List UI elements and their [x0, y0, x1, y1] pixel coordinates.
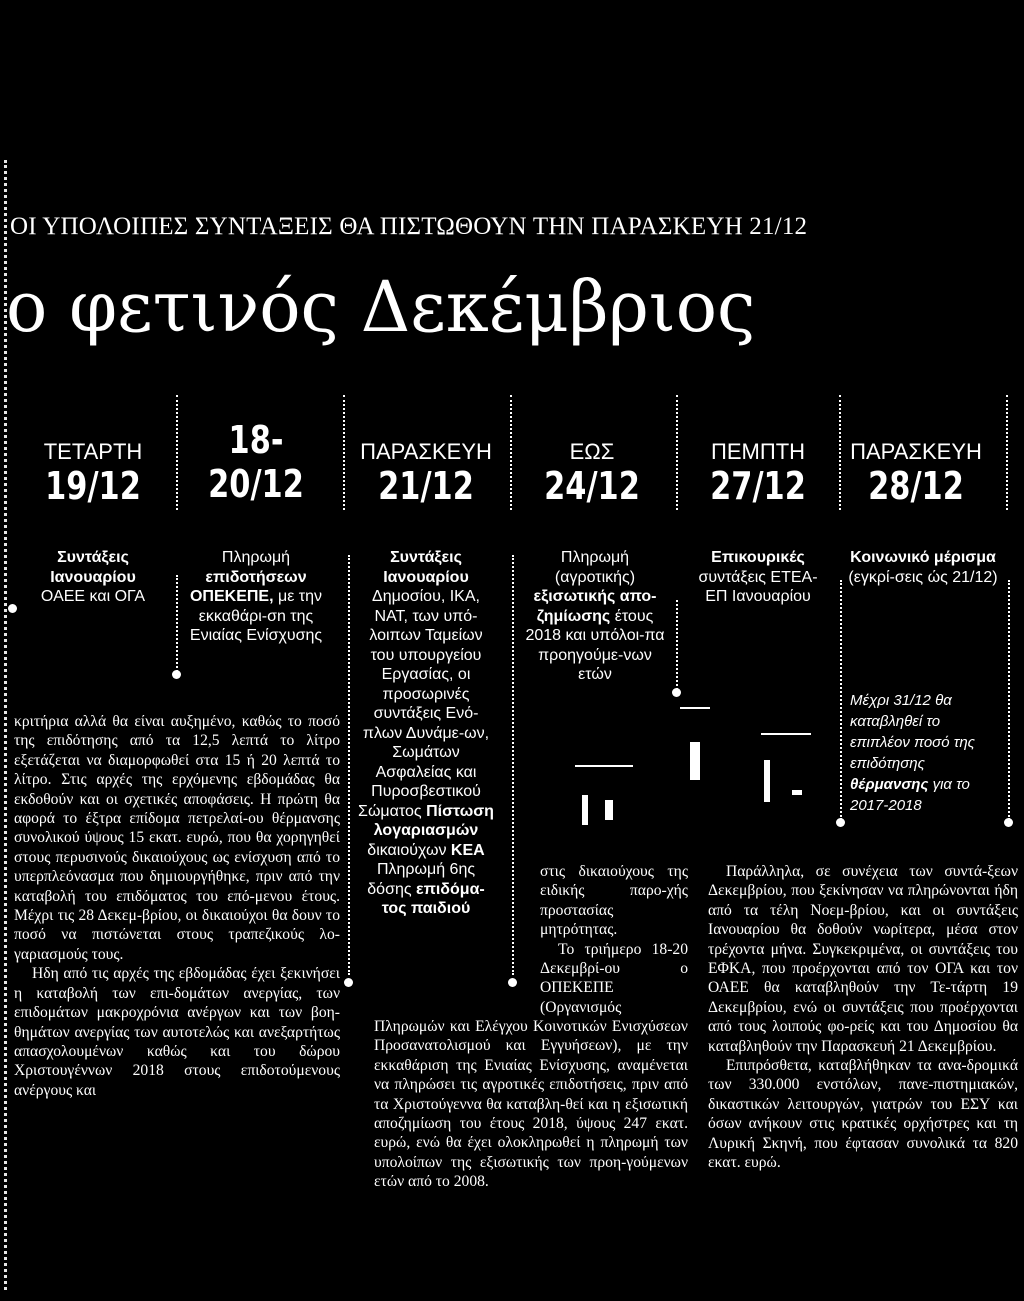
date-friday-21: [356, 440, 496, 508]
paragraph: Το τριήμερο 18-20 Δεκεμβρί-ου ο ΟΠΕΚΕΠΕ (Οργανισμός: [540, 940, 688, 1016]
timeline-separator: [510, 395, 512, 510]
event-text: με την εκκαθάρι-σn της Ενιαίας Ενίσχυσης: [189, 588, 323, 644]
timeline-separator: [839, 395, 841, 510]
event-text: έτους 2018 και υπόλοι-πα προηγούμε-νων ετών: [525, 607, 665, 683]
note-text: για το 2017-2018: [850, 776, 970, 814]
event-bold: Συντάξεις Ιανουαρίου: [383, 549, 469, 586]
event-bold: Συντάξεις Ιανουαρίου: [50, 549, 136, 586]
kicker: ΟΙ ΥΠΟΛΟΙΠΕΣ ΣΥΝΤΑΞΕΙΣ ΘΑ ΠΙΣΤΩΘΟΥΝ ΤΗΝ ΠΑΡΑΣΚΕΥΗ 21/12: [10, 213, 808, 240]
date-until-24: [522, 440, 662, 508]
event-27-12: [688, 548, 828, 607]
event-text: δικαιούχων: [367, 841, 447, 859]
paragraph: Πληρωμών και Ελέγχου Κοινοτικών Ενισχύσεων Προσανατολισμού και Εγγυήσεων), με την εκκαθάριση της Ενιαίας Ενίσχυσης, αναμένεται να πληρώσει τις αγροτικές επιδοτήσεις, πριν από τα Χριστούγεννα θα καταβλη-θεί και η εξισωτική αποζημίωση του έτους 2018, ύψους 247 εκατ. ευρώ, ενώ θα έχει ολοκληρωθεί η πληρωμή των υπολοίπων της εξισωτικής των προη-γούμενων ετών από το 2008.: [374, 1018, 688, 1191]
paragraph: κριτήρια αλλά θα είναι αυξημένο, καθώς το ποσό της επιδότησης από τα 12,5 λεπτά το λίτρο εξετάζεται να διαμορφωθεί στα 15 ή 20 λεπτά το λίτρο. Στις αρχές της ερχόμενης εβδομάδας θα εκδοθούν και οι σχετικές αποφάσεις. Η πρώτη θα αφορά το έξτρα επίδομα πετρελαί-ου θέρμανσης συνολικού ύψους 15 εκατ. ευρώ, που θα χορηγηθεί στους περυσινούς δικαιούχους ως ενίσχυση από το υπερπλεόνασμα που δημιουργήθηκε, πριν από την καταβολή του επιδόματος του επό-μενου έτους. Μέχρι τις 28 Δεκεμ-βρίου, οι δικαιούχοι θα δουν το ποσό να πιστώνεται στους τραπεζικούς λο-γαριασμούς τους.: [14, 713, 340, 963]
paragraph: Επιπρόσθετα, καταβλήθηκαν τα ανα-δρομικά των 330.000 ενστόλων, πανε-πιστημιακών, δικαστικών λειτουργών, γιατρών του ΕΣΥ και όσων ανήκουν στις κρατικές ορχήστρες και τη Λυρική Σκηνή, που έφτασαν συνολικά τα 820 εκατ. ευρώ.: [708, 1057, 1018, 1172]
day-label: ΤΕΤΑΡΤΗ: [43, 439, 143, 464]
event-bold: επιδόμα-τος παιδιού: [381, 880, 485, 917]
date-wednesday: [23, 440, 163, 508]
timeline-dot: [672, 688, 681, 697]
timeline-separator: [676, 395, 678, 510]
date-label: 21/12: [378, 464, 474, 508]
day-label: ΠΑΡΑΣΚΕΥΗ: [360, 439, 492, 464]
article-column-2-top: [540, 862, 688, 1017]
note-text: Μέχρι 31/12 θα καταβληθεί το επιπλέον ποσό της επιδότησης: [850, 692, 975, 772]
event-text: (εγκρί-σεις ώς 21/12): [848, 568, 998, 586]
timeline-dot: [1004, 818, 1013, 827]
timeline-dot: [508, 978, 517, 987]
event-18-20-12: [186, 548, 326, 646]
article-column-1: [14, 712, 340, 1100]
heating-subsidy-note: [850, 690, 1000, 816]
event-24-12: [520, 548, 670, 685]
day-label: ΠΑΡΑΣΚΕΥΗ: [850, 439, 982, 464]
article-column-3: [708, 862, 1018, 1173]
event-bold: εξισωτικής απο-ζημίωσης: [533, 588, 657, 625]
event-text: Πληρωμή: [221, 549, 291, 566]
date-label: 28/12: [868, 464, 964, 508]
timeline-separator: [1006, 395, 1008, 510]
event-connector: [512, 555, 514, 975]
day-label: ΕΩΣ: [569, 439, 615, 464]
event-text: ΟΑΕΕ και ΟΓΑ: [40, 588, 146, 605]
timeline-separator: [176, 395, 178, 510]
timeline-dot: [172, 670, 181, 679]
event-text: Δημοσίου, ΙΚΑ, ΝΑΤ, των υπό-λοιπων Ταμείων του υπουργείου Εργασίας, οι προσωρινές συντάξεις Ενό-πλων Δυνάμε-ων, Σωμάτων Ασφαλείας και Πυροσβεστικού Σώματος: [358, 588, 490, 820]
timeline-dot: [8, 604, 17, 613]
paragraph: στις δικαιούχους της ειδικής παρο-χής προστασίας μητρότητας.: [540, 863, 688, 939]
timeline-dot: [836, 818, 845, 827]
event-connector: [840, 580, 842, 820]
event-bold: επιδοτήσεων ΟΠΕΚΕΠΕ,: [189, 568, 307, 605]
day-label: ΠΕΜΠΤΗ: [710, 439, 806, 464]
event-connector: [1008, 580, 1010, 820]
event-bold: ΚΕΑ: [450, 841, 485, 859]
timeline-separator: [343, 395, 345, 510]
date-friday-28: [846, 440, 986, 508]
date-18-20: 18- 20/12: [208, 418, 304, 506]
paragraph: Ηδη από τις αρχές της εβδομάδας έχει ξεκινήσει η καταβολή των επι-δομάτων ανεργίας, των επιδομάτων μακροχρόνια ανέργων και των βοη-θημάτων ανεργίας των αυτοτελώς και ανεξαρτήτως απασχολουμένων καθώς και του δώρου Χριστουγέννων 2018 στους επιδοτούμενους ανέργους και: [14, 965, 340, 1099]
event-connector: [176, 575, 178, 675]
event-text: Πληρωμή (αγροτικής): [554, 549, 636, 586]
event-text: συντάξεις ΕΤΕΑ-ΕΠ Ιανουαρίου: [698, 568, 818, 605]
date-label: 27/12: [710, 464, 806, 508]
event-bold: Επικουρικές: [711, 549, 805, 566]
article-column-2-bottom: [374, 1017, 688, 1192]
event-connector: [348, 555, 350, 975]
event-text: Πληρωμή 6ης δόσης: [367, 861, 476, 898]
date-label: 19/12: [45, 464, 141, 508]
date-label: 24/12: [544, 464, 640, 508]
event-bold: Κοινωνικό μέρισμα: [850, 549, 996, 566]
date-thursday-27: [688, 440, 828, 508]
event-28-12: [848, 548, 998, 587]
event-19-12: [18, 548, 168, 607]
event-connector: [676, 600, 678, 690]
headline: ο φετινός Δεκέμβριος: [6, 266, 756, 348]
event-bold: Πίστωση λογαριασμών: [373, 802, 494, 839]
note-bold: θέρμανσης: [850, 776, 929, 793]
timeline-dot: [344, 978, 353, 987]
event-21-12: [358, 548, 494, 919]
paragraph: Παράλληλα, σε συνέχεια των συντά-ξεων Δεκεμβρίου, που ξεκίνησαν να πληρώνονται ήδη από τα τέλη Νοεμ-βρίου, και οι συντάξεις Ιανουαρίου θα δοθούν νωρίτερα, μέσα στον τρέχοντα μήνα. Συγκεκριμένα, οι συντάξεις του ΕΦΚΑ, που προέρχονται από τον ΟΓΑ και τον ΟΑΕΕ θα καταβληθούν την Τε-τάρτη 19 Δεκεμβρίου, ενώ οι συντάξεις που προέρχονται από τους λοιπούς φο-ρείς και του Δημοσίου θα καταβληθούν την Παρασκευή 21 Δεκεμβρίου.: [708, 863, 1018, 1055]
